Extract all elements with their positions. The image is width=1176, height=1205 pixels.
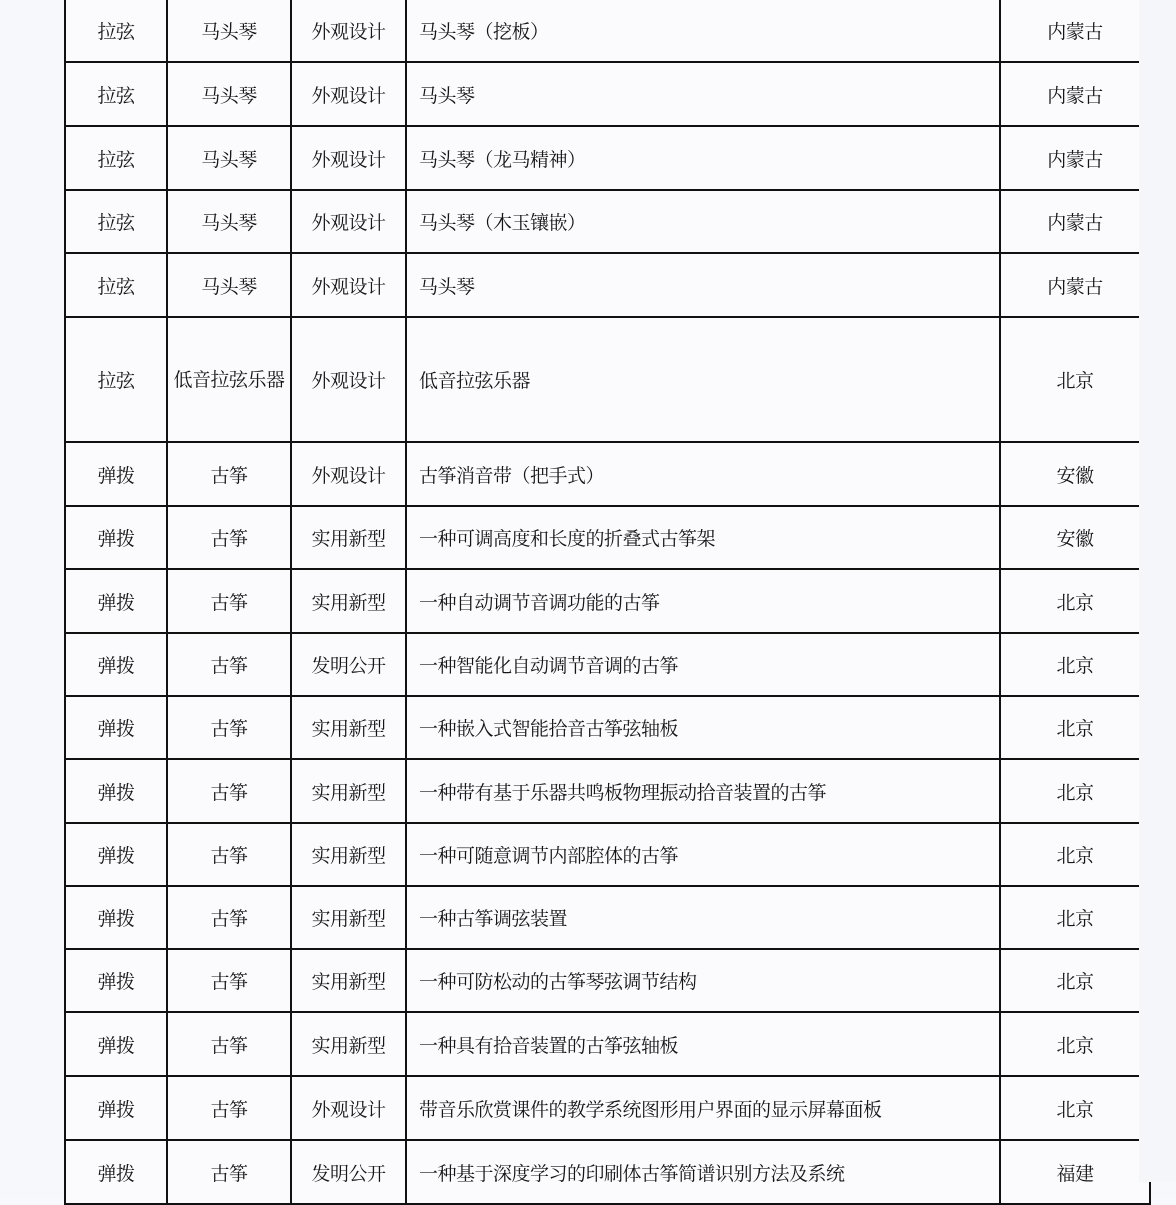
region-cell: 北京 [1000,569,1150,633]
region-cell: 安徽 [1000,442,1150,506]
region-cell: 北京 [1000,759,1150,823]
table-row [65,1140,1150,1204]
instrument-cell: 古筝 [167,1012,291,1076]
instrument-cell: 古筝 [167,1076,291,1140]
table-row [65,696,1150,759]
table-row [65,949,1150,1012]
instrument-cell: 古筝 [167,886,291,949]
patent-name-cell: 一种可随意调节内部腔体的古筝 [406,823,1000,886]
patent-type-cell: 实用新型 [291,506,406,569]
region-cell: 北京 [1000,949,1150,1012]
table-row [65,126,1150,190]
table-row [65,506,1150,569]
category-cell: 弹拨 [65,633,167,696]
page-right-margin [1139,0,1176,1182]
region-cell: 北京 [1000,823,1150,886]
instrument-cell: 古筝 [167,823,291,886]
patent-name-cell: 马头琴 [406,62,1000,126]
patent-type-cell: 外观设计 [291,126,406,190]
patent-type-cell: 实用新型 [291,569,406,633]
table-row [65,1076,1150,1140]
category-cell: 弹拨 [65,1140,167,1204]
category-cell: 弹拨 [65,886,167,949]
instrument-cell: 低音拉弦乐器 [167,317,291,442]
region-cell: 内蒙古 [1000,126,1150,190]
instrument-cell: 古筝 [167,949,291,1012]
region-cell: 北京 [1000,886,1150,949]
patent-name-cell: 马头琴（龙马精神） [406,126,1000,190]
patent-type-cell: 实用新型 [291,949,406,1012]
patent-name-cell: 一种古筝调弦装置 [406,886,1000,949]
patent-name-cell: 古筝消音带（把手式） [406,442,1000,506]
table-row [65,823,1150,886]
patent-type-cell: 实用新型 [291,886,406,949]
patent-type-cell: 实用新型 [291,823,406,886]
patent-name-cell: 一种可防松动的古筝琴弦调节结构 [406,949,1000,1012]
instrument-patent-table [64,0,1151,1205]
patent-type-cell: 外观设计 [291,62,406,126]
patent-name-cell: 一种可调高度和长度的折叠式古筝架 [406,506,1000,569]
category-cell: 拉弦 [65,253,167,317]
patent-type-cell: 外观设计 [291,253,406,317]
patent-type-cell: 外观设计 [291,317,406,442]
instrument-cell: 古筝 [167,442,291,506]
table-row [65,759,1150,823]
category-cell: 弹拨 [65,1012,167,1076]
patent-type-cell: 发明公开 [291,1140,406,1204]
table-row [65,633,1150,696]
patent-name-cell: 一种基于深度学习的印刷体古筝简谱识别方法及系统 [406,1140,1000,1204]
category-cell: 弹拨 [65,506,167,569]
region-cell: 内蒙古 [1000,62,1150,126]
category-cell: 拉弦 [65,126,167,190]
table-row [65,62,1150,126]
patent-name-cell: 一种嵌入式智能拾音古筝弦轴板 [406,696,1000,759]
region-cell: 福建 [1000,1140,1150,1204]
table-row [65,190,1150,253]
category-cell: 弹拨 [65,696,167,759]
instrument-cell: 马头琴 [167,0,291,62]
instrument-cell: 古筝 [167,506,291,569]
table-row [65,886,1150,949]
patent-type-cell: 实用新型 [291,696,406,759]
patent-type-cell: 外观设计 [291,1076,406,1140]
region-cell: 内蒙古 [1000,0,1150,62]
region-cell: 安徽 [1000,506,1150,569]
region-cell: 北京 [1000,1012,1150,1076]
table-row [65,1012,1150,1076]
category-cell: 拉弦 [65,0,167,62]
patent-type-cell: 实用新型 [291,759,406,823]
category-cell: 弹拨 [65,759,167,823]
region-cell: 内蒙古 [1000,253,1150,317]
table-row [65,569,1150,633]
category-cell: 弹拨 [65,442,167,506]
patent-name-cell: 一种具有拾音装置的古筝弦轴板 [406,1012,1000,1076]
patent-name-cell: 马头琴（挖板） [406,0,1000,62]
region-cell: 北京 [1000,1076,1150,1140]
category-cell: 弹拨 [65,1076,167,1140]
category-cell: 拉弦 [65,62,167,126]
table-row [65,253,1150,317]
region-cell: 北京 [1000,317,1150,442]
patent-name-cell: 一种自动调节音调功能的古筝 [406,569,1000,633]
patent-name-cell: 马头琴（木玉镶嵌） [406,190,1000,253]
instrument-cell: 马头琴 [167,190,291,253]
patent-type-cell: 实用新型 [291,1012,406,1076]
instrument-cell: 古筝 [167,569,291,633]
region-cell: 北京 [1000,696,1150,759]
patent-name-cell: 一种智能化自动调节音调的古筝 [406,633,1000,696]
patent-type-cell: 外观设计 [291,0,406,62]
table-row [65,0,1150,62]
instrument-cell: 马头琴 [167,62,291,126]
instrument-cell: 古筝 [167,759,291,823]
region-cell: 内蒙古 [1000,190,1150,253]
patent-name-cell: 低音拉弦乐器 [406,317,1000,442]
patent-name-cell: 带音乐欣赏课件的教学系统图形用户界面的显示屏幕面板 [406,1076,1000,1140]
instrument-cell: 古筝 [167,1140,291,1204]
patent-type-cell: 发明公开 [291,633,406,696]
category-cell: 弹拨 [65,823,167,886]
table-row [65,317,1150,442]
patent-type-cell: 外观设计 [291,190,406,253]
instrument-cell: 马头琴 [167,126,291,190]
patent-type-cell: 外观设计 [291,442,406,506]
patent-name-cell: 马头琴 [406,253,1000,317]
instrument-cell: 古筝 [167,696,291,759]
category-cell: 弹拨 [65,949,167,1012]
patent-name-cell: 一种带有基于乐器共鸣板物理振动拾音装置的古筝 [406,759,1000,823]
category-cell: 拉弦 [65,190,167,253]
table-row [65,442,1150,506]
category-cell: 拉弦 [65,317,167,442]
instrument-cell: 马头琴 [167,253,291,317]
region-cell: 北京 [1000,633,1150,696]
category-cell: 弹拨 [65,569,167,633]
instrument-cell: 古筝 [167,633,291,696]
